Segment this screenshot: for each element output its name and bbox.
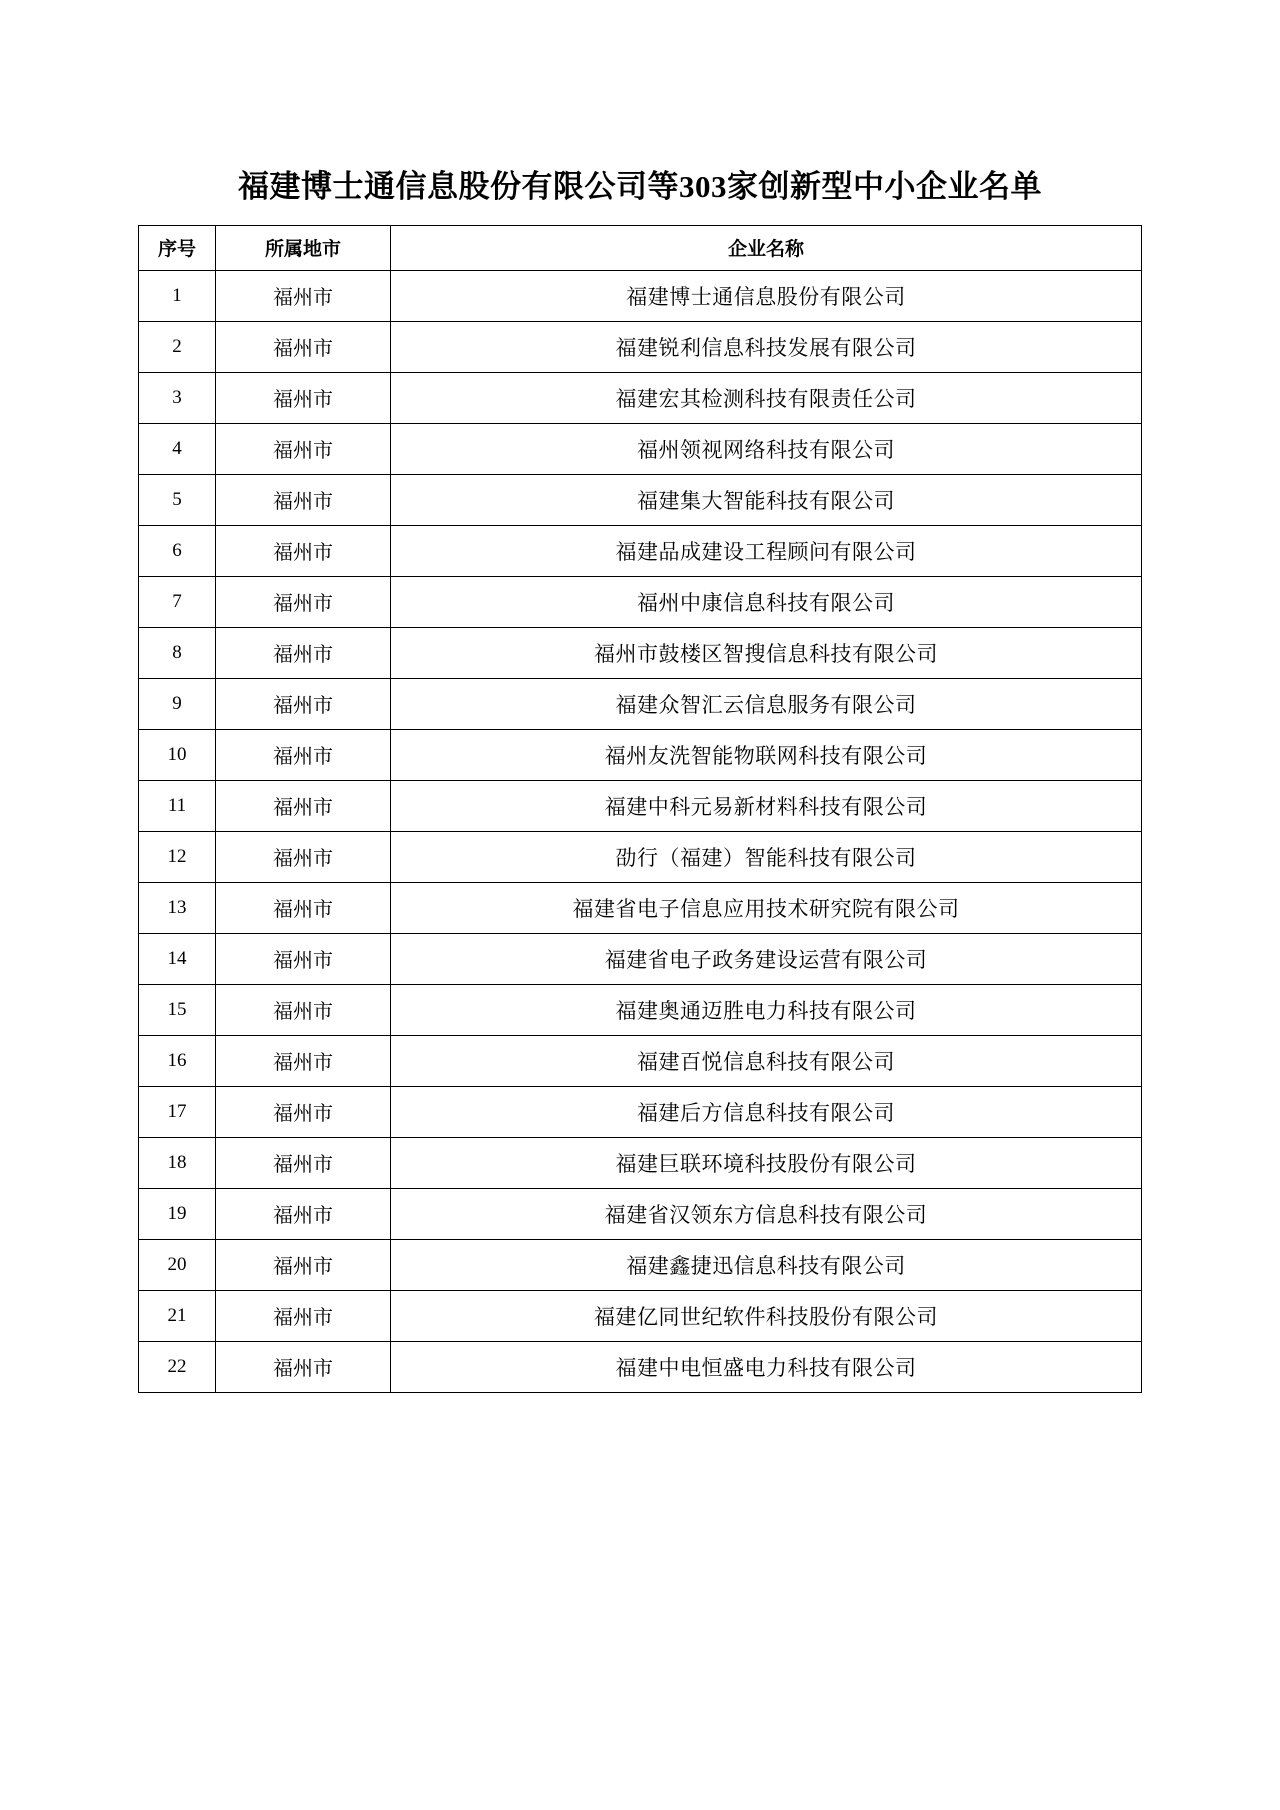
cell-enterprise-name: 福建亿同世纪软件科技股份有限公司 [391, 1290, 1142, 1341]
cell-enterprise-name: 福建奥通迈胜电力科技有限公司 [391, 984, 1142, 1035]
table-row [139, 270, 1142, 321]
cell-index: 16 [139, 1035, 216, 1086]
cell-index: 19 [139, 1188, 216, 1239]
cell-enterprise-name: 福建锐利信息科技发展有限公司 [391, 321, 1142, 372]
table-row [139, 1290, 1142, 1341]
cell-city: 福州市 [216, 1290, 391, 1341]
page-title: 福建博士通信息股份有限公司等303家创新型中小企业名单 [238, 169, 1042, 204]
cell-index: 5 [139, 474, 216, 525]
column-header-city: 所属地市 [216, 225, 391, 270]
cell-city: 福州市 [216, 831, 391, 882]
table-row [139, 576, 1142, 627]
cell-enterprise-name: 福州市鼓楼区智搜信息科技有限公司 [391, 627, 1142, 678]
cell-city: 福州市 [216, 525, 391, 576]
cell-index: 18 [139, 1137, 216, 1188]
cell-enterprise-name: 福建博士通信息股份有限公司 [391, 270, 1142, 321]
table-header-row [139, 225, 1142, 270]
cell-city: 福州市 [216, 984, 391, 1035]
cell-enterprise-name: 福建省电子信息应用技术研究院有限公司 [391, 882, 1142, 933]
cell-enterprise-name: 福建中电恒盛电力科技有限公司 [391, 1341, 1142, 1392]
cell-enterprise-name: 福建鑫捷迅信息科技有限公司 [391, 1239, 1142, 1290]
table-row [139, 1137, 1142, 1188]
cell-city: 福州市 [216, 1188, 391, 1239]
cell-city: 福州市 [216, 729, 391, 780]
enterprise-list-table [138, 225, 1142, 1393]
cell-enterprise-name: 福建品成建设工程顾问有限公司 [391, 525, 1142, 576]
cell-city: 福州市 [216, 270, 391, 321]
cell-enterprise-name: 福建百悦信息科技有限公司 [391, 1035, 1142, 1086]
cell-enterprise-name: 福建集大智能科技有限公司 [391, 474, 1142, 525]
cell-city: 福州市 [216, 780, 391, 831]
cell-index: 1 [139, 270, 216, 321]
table-row [139, 678, 1142, 729]
cell-city: 福州市 [216, 627, 391, 678]
cell-index: 2 [139, 321, 216, 372]
table-row [139, 321, 1142, 372]
table-row [139, 1086, 1142, 1137]
column-header-index: 序号 [139, 225, 216, 270]
table-row [139, 984, 1142, 1035]
table-row [139, 627, 1142, 678]
cell-enterprise-name: 福建中科元易新材料科技有限公司 [391, 780, 1142, 831]
cell-enterprise-name: 劭行（福建）智能科技有限公司 [391, 831, 1142, 882]
cell-city: 福州市 [216, 1341, 391, 1392]
cell-enterprise-name: 福建众智汇云信息服务有限公司 [391, 678, 1142, 729]
table-row [139, 933, 1142, 984]
cell-city: 福州市 [216, 1086, 391, 1137]
cell-index: 14 [139, 933, 216, 984]
table-row [139, 1035, 1142, 1086]
table-row [139, 423, 1142, 474]
cell-enterprise-name: 福建省汉领东方信息科技有限公司 [391, 1188, 1142, 1239]
cell-index: 15 [139, 984, 216, 1035]
cell-index: 20 [139, 1239, 216, 1290]
cell-city: 福州市 [216, 372, 391, 423]
cell-city: 福州市 [216, 882, 391, 933]
cell-index: 13 [139, 882, 216, 933]
cell-index: 17 [139, 1086, 216, 1137]
table-row [139, 1239, 1142, 1290]
cell-enterprise-name: 福建省电子政务建设运营有限公司 [391, 933, 1142, 984]
cell-enterprise-name: 福建巨联环境科技股份有限公司 [391, 1137, 1142, 1188]
cell-enterprise-name: 福建后方信息科技有限公司 [391, 1086, 1142, 1137]
cell-index: 11 [139, 780, 216, 831]
cell-city: 福州市 [216, 423, 391, 474]
cell-city: 福州市 [216, 1035, 391, 1086]
cell-city: 福州市 [216, 1239, 391, 1290]
cell-city: 福州市 [216, 678, 391, 729]
cell-index: 9 [139, 678, 216, 729]
cell-index: 4 [139, 423, 216, 474]
cell-city: 福州市 [216, 933, 391, 984]
cell-enterprise-name: 福建宏其检测科技有限责任公司 [391, 372, 1142, 423]
cell-index: 6 [139, 525, 216, 576]
table-row [139, 525, 1142, 576]
cell-enterprise-name: 福州友洗智能物联网科技有限公司 [391, 729, 1142, 780]
cell-index: 8 [139, 627, 216, 678]
table-body [139, 270, 1142, 1392]
column-header-name: 企业名称 [391, 225, 1142, 270]
cell-city: 福州市 [216, 321, 391, 372]
cell-enterprise-name: 福州中康信息科技有限公司 [391, 576, 1142, 627]
cell-city: 福州市 [216, 474, 391, 525]
cell-enterprise-name: 福州领视网络科技有限公司 [391, 423, 1142, 474]
table-row [139, 1188, 1142, 1239]
cell-city: 福州市 [216, 1137, 391, 1188]
table-row [139, 882, 1142, 933]
cell-index: 22 [139, 1341, 216, 1392]
cell-city: 福州市 [216, 576, 391, 627]
table-row [139, 474, 1142, 525]
cell-index: 12 [139, 831, 216, 882]
cell-index: 21 [139, 1290, 216, 1341]
table-row [139, 831, 1142, 882]
table-row [139, 780, 1142, 831]
cell-index: 10 [139, 729, 216, 780]
cell-index: 3 [139, 372, 216, 423]
table-row [139, 372, 1142, 423]
table-row [139, 1341, 1142, 1392]
cell-index: 7 [139, 576, 216, 627]
table-row [139, 729, 1142, 780]
